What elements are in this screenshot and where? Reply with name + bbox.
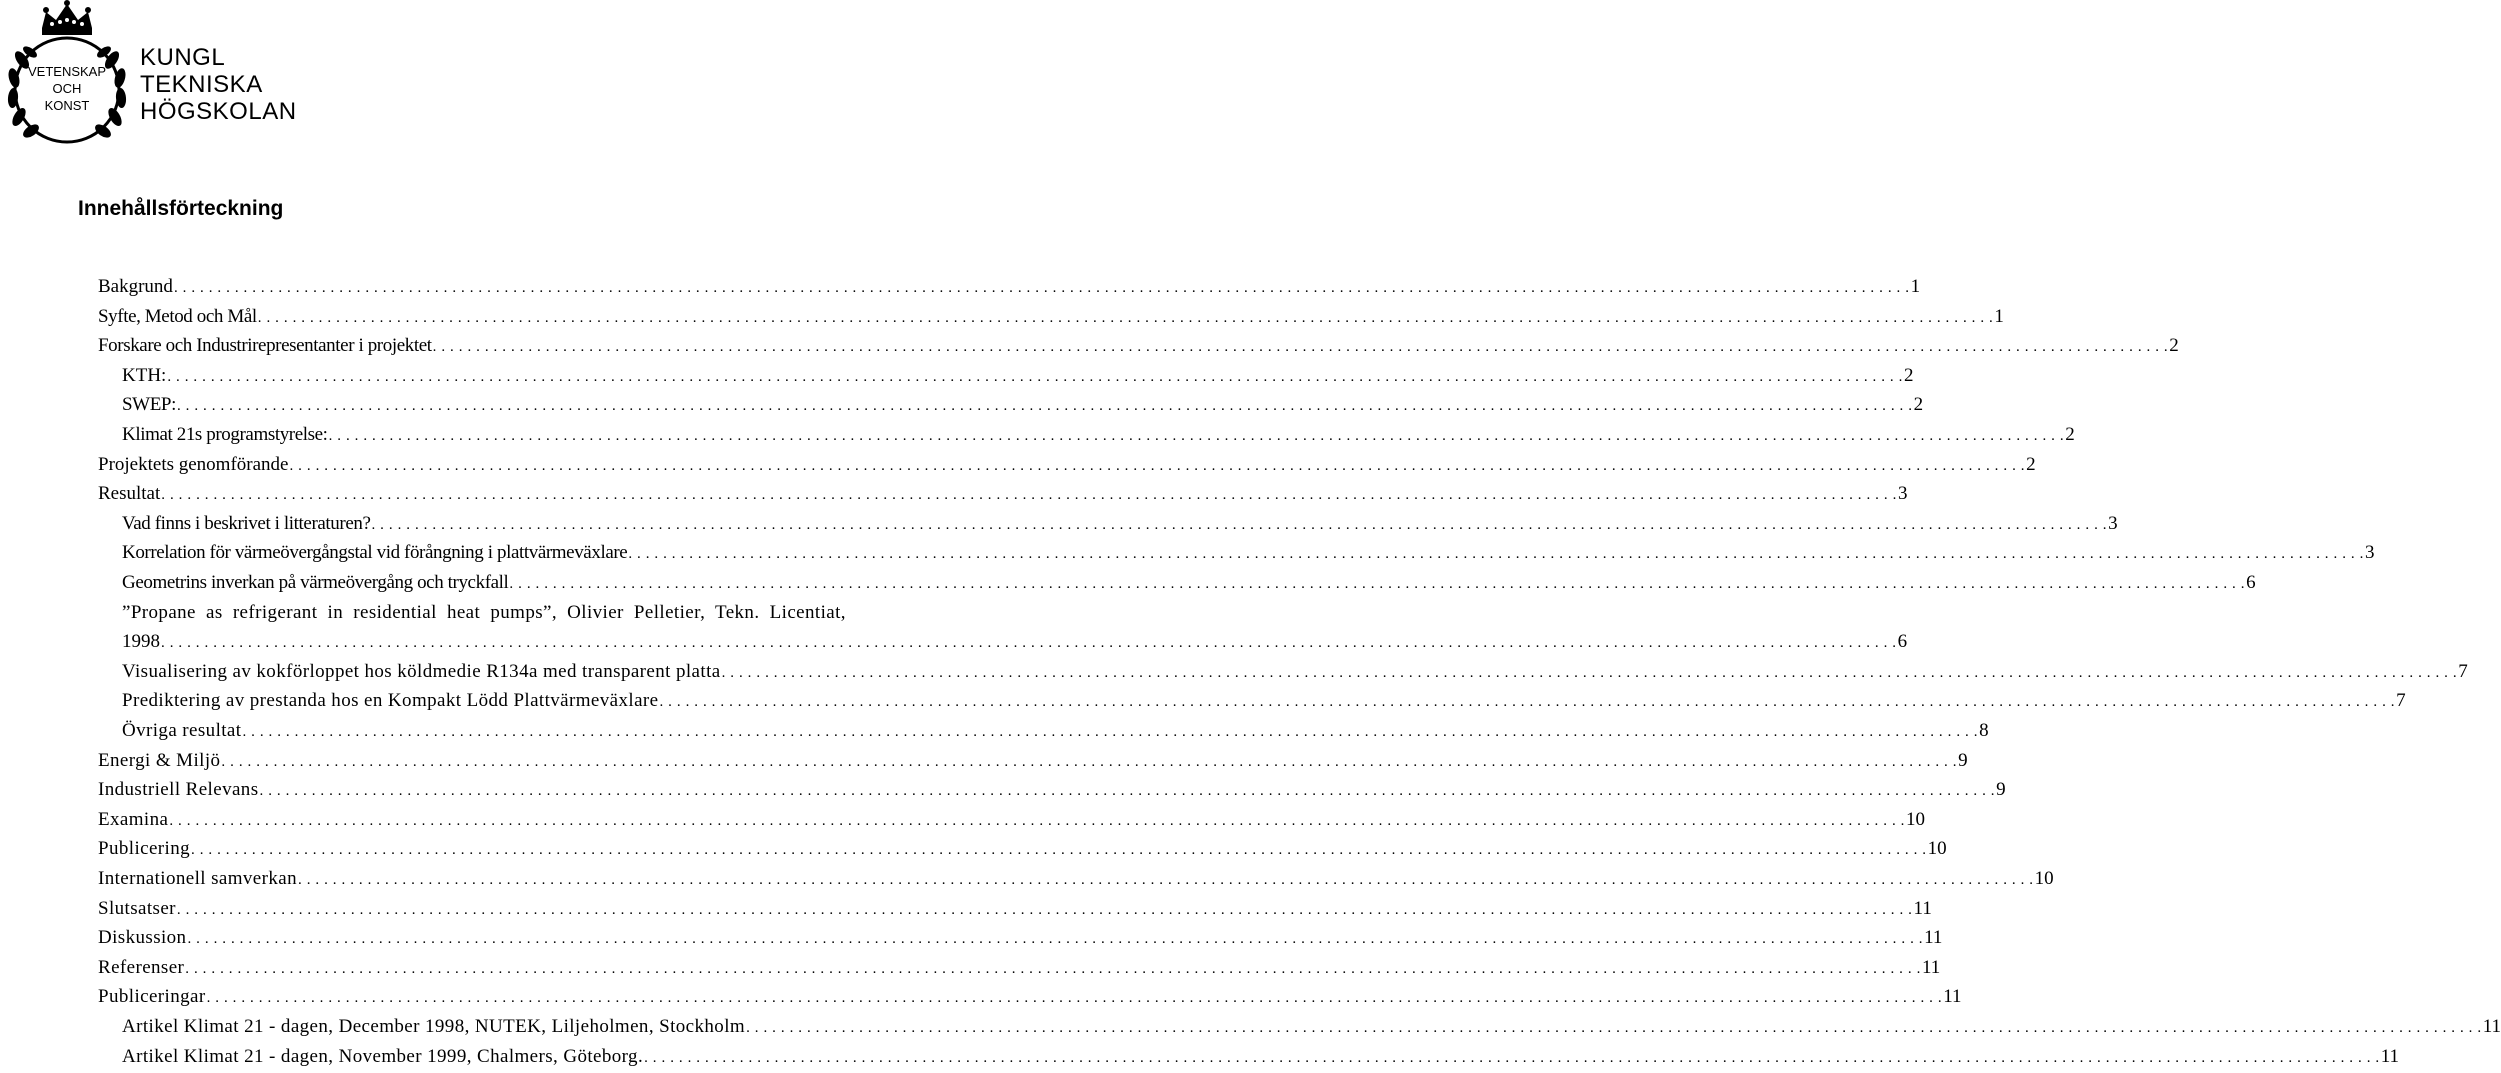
- toc-entry[interactable]: [0, 868, 2054, 895]
- toc-entry-label: Resultat: [98, 483, 161, 505]
- toc-page-number: 11: [1924, 927, 1943, 949]
- toc-leader-dots: . . . . . . . . . . . . . . . . . . . . . . . . . . . . . . . . . . . . . . . . . . . . . . . . . . . . . . . . . . . . . . . . . . . . . . . . . . . . . . . . . . . . . . . . . . . . . . . . . . . . . . . . . . . . . . . . . . . . . . . . . . . . . . . . . . . . . . . . . . . . . . . . . . . . . . . . . . . . . . . . . . . . . . . . . . . . . . . . . . . . . . . . . . . . . . . . . . . . . . . .: [259, 783, 1996, 800]
- toc-leader-dots: . . . . . . . . . . . . . . . . . . . . . . . . . . . . . . . . . . . . . . . . . . . . . . . . . . . . . . . . . . . . . . . . . . . . . . . . . . . . . . . . . . . . . . . . . . . . . . . . . . . . . . . . . . . . . . . . . . . . . . . . . . . . . . . . . . . . . . . . . . . . . . . . . . . . . . . . . . . . . . . . . . . . . . . . . . . . . . . . . . . . . . . . . . . . . . . . . . . . . . . .: [644, 1049, 2380, 1066]
- kth-logo: [0, 0, 300, 140]
- wordmark-line-3: HÖGSKOLAN: [140, 98, 297, 125]
- toc-leader-dots: . . . . . . . . . . . . . . . . . . . . . . . . . . . . . . . . . . . . . . . . . . . . . . . . . . . . . . . . . . . . . . . . . . . . . . . . . . . . . . . . . . . . . . . . . . . . . . . . . . . . . . . . . . . . . . . . . . . . . . . . . . . . . . . . . . . . . . . . . . . . . . . . . . . . . . . . . . . . . . . . . . . . . . . . . . . . . . . . . . . . . . . . . . . . . . . . . . . . . . . .: [176, 901, 1913, 918]
- toc-leader-dots: . . . . . . . . . . . . . . . . . . . . . . . . . . . . . . . . . . . . . . . . . . . . . . . . . . . . . . . . . . . . . . . . . . . . . . . . . . . . . . . . . . . . . . . . . . . . . . . . . . . . . . . . . . . . . . . . . . . . . . . . . . . . . . . . . . . . . . . . . . . . . . . . . . . . . . . . . . . . . . . . . . . . . . . . . . . . . . . . . . . . . . . . . . . . . . . . . . . . . . . .: [169, 812, 1905, 829]
- toc-entry-label: Bakgrund: [98, 276, 173, 297]
- toc-leader-dots: . . . . . . . . . . . . . . . . . . . . . . . . . . . . . . . . . . . . . . . . . . . . . . . . . . . . . . . . . . . . . . . . . . . . . . . . . . . . . . . . . . . . . . . . . . . . . . . . . . . . . . . . . . . . . . . . . . . . . . . . . . . . . . . . . . . . . . . . . . . . . . . . . . . . . . . . . . . . . . . . . . . . . . . . . . . . . . . . . . . . . . . . . . . . . . . . . . . . . . . .: [432, 339, 2169, 356]
- toc-leader-dots: . . . . . . . . . . . . . . . . . . . . . . . . . . . . . . . . . . . . . . . . . . . . . . . . . . . . . . . . . . . . . . . . . . . . . . . . . . . . . . . . . . . . . . . . . . . . . . . . . . . . . . . . . . . . . . . . . . . . . . . . . . . . . . . . . . . . . . . . . . . . . . . . . . . . . . . . . . . . . . . . . . . . . . . . . . . . . . . . . . . . . . . . . . . . . . . . . . . . . . . .: [328, 428, 2065, 444]
- toc-page-number: 10: [1927, 838, 1947, 860]
- toc-entry[interactable]: [0, 572, 2256, 599]
- toc-entry[interactable]: [0, 364, 1914, 392]
- toc-entry-label: Artikel Klimat 21 - dagen, November 1999, Chalmers, Göteborg.: [122, 1045, 644, 1067]
- toc-page-number: 11: [2482, 1016, 2501, 1037]
- toc-entry-label: Forskare och Industrirepresentanter i projektet: [98, 335, 432, 357]
- toc-entry[interactable]: [0, 424, 2075, 451]
- toc-page-number: 2: [2169, 335, 2179, 357]
- toc-entry[interactable]: [0, 394, 1924, 421]
- toc-entry[interactable]: [0, 720, 1989, 747]
- seal-text-line-2: OCH: [52, 81, 82, 96]
- toc-page-number: 10: [1906, 808, 1925, 830]
- toc-page-number: 11: [1913, 897, 1932, 919]
- toc-leader-dots: . . . . . . . . . . . . . . . . . . . . . . . . . . . . . . . . . . . . . . . . . . . . . . . . . . . . . . . . . . . . . . . . . . . . . . . . . . . . . . . . . . . . . . . . . . . . . . . . . . . . . . . . . . . . . . . . . . . . . . . . . . . . . . . . . . . . . . . . . . . . . . . . . . . . . . . . . . . . . . . . . . . . . . . . . . . . . . . . . . . . . . . . . . . . . . . . . . . . . . . .: [242, 724, 1979, 740]
- toc-leader-dots: . . . . . . . . . . . . . . . . . . . . . . . . . . . . . . . . . . . . . . . . . . . . . . . . . . . . . . . . . . . . . . . . . . . . . . . . . . . . . . . . . . . . . . . . . . . . . . . . . . . . . . . . . . . . . . . . . . . . . . . . . . . . . . . . . . . . . . . . . . . . . . . . . . . . . . . . . . . . . . . . . . . . . . . . . . . . . . . . . . . . . . . . . . . . . . . . . . . . . . . .: [173, 280, 1910, 296]
- toc-page-number: 11: [1943, 986, 1962, 1008]
- toc-entry-label: Geometrins inverkan på värmeövergång och tryckfall: [122, 572, 509, 593]
- toc-page-number: 7: [2396, 690, 2406, 712]
- toc-entry[interactable]: [0, 542, 2375, 569]
- toc-page-number: 6: [1897, 631, 1908, 653]
- toc-entry[interactable]: [0, 1045, 2400, 1073]
- toc-leader-dots: . . . . . . . . . . . . . . . . . . . . . . . . . . . . . . . . . . . . . . . . . . . . . . . . . . . . . . . . . . . . . . . . . . . . . . . . . . . . . . . . . . . . . . . . . . . . . . . . . . . . . . . . . . . . . . . . . . . . . . . . . . . . . . . . . . . . . . . . . . . . . . . . . . . . . . . . . . . . . . . . . . . . . . . . . . . . . . . . . . . . . . . . . . . . . . . . . . . . . . . .: [628, 546, 2364, 563]
- toc-entry-label: Artikel Klimat 21 - dagen, December 1998, NUTEK, Liljeholmen, Stockholm: [122, 1016, 746, 1037]
- toc-leader-dots: . . . . . . . . . . . . . . . . . . . . . . . . . . . . . . . . . . . . . . . . . . . . . . . . . . . . . . . . . . . . . . . . . . . . . . . . . . . . . . . . . . . . . . . . . . . . . . . . . . . . . . . . . . . . . . . . . . . . . . . . . . . . . . . . . . . . . . . . . . . . . . . . . . . . . . . . . . . . . . . . . . . . . . . . . . . . . . . . . . . . . . . . . . . . . . . . . . . . . . . .: [167, 368, 1903, 385]
- toc-entry[interactable]: [0, 483, 1908, 510]
- toc-leader-dots: . . . . . . . . . . . . . . . . . . . . . . . . . . . . . . . . . . . . . . . . . . . . . . . . . . . . . . . . . . . . . . . . . . . . . . . . . . . . . . . . . . . . . . . . . . . . . . . . . . . . . . . . . . . . . . . . . . . . . . . . . . . . . . . . . . . . . . . . . . . . . . . . . . . . . . . . . . . . . . . . . . . . . . . . . . . . . . . . . . . . . . . . . . . . . . . . . . . . . . . .: [289, 457, 2026, 474]
- toc-entry[interactable]: [0, 305, 2004, 333]
- toc-entry[interactable]: [0, 749, 1968, 777]
- toc-page-number: 2: [1913, 394, 1924, 416]
- kth-seal-icon: [0, 0, 135, 140]
- toc-leader-dots: . . . . . . . . . . . . . . . . . . . . . . . . . . . . . . . . . . . . . . . . . . . . . . . . . . . . . . . . . . . . . . . . . . . . . . . . . . . . . . . . . . . . . . . . . . . . . . . . . . . . . . . . . . . . . . . . . . . . . . . . . . . . . . . . . . . . . . . . . . . . . . . . . . . . . . . . . . . . . . . . . . . . . . . . . . . . . . . . . . . . . . . . . . . . . . . . . . . . . . . .: [509, 576, 2246, 592]
- toc-page-number: 3: [2364, 542, 2375, 564]
- toc-leader-dots: . . . . . . . . . . . . . . . . . . . . . . . . . . . . . . . . . . . . . . . . . . . . . . . . . . . . . . . . . . . . . . . . . . . . . . . . . . . . . . . . . . . . . . . . . . . . . . . . . . . . . . . . . . . . . . . . . . . . . . . . . . . . . . . . . . . . . . . . . . . . . . . . . . . . . . . . . . . . . . . . . . . . . . . . . . . . . . . . . . . . . . . . . . . . . . . . . . . . . . . .: [746, 1020, 2482, 1036]
- toc-entry[interactable]: [0, 779, 2006, 806]
- wordmark-line-2: TEKNISKA: [140, 71, 263, 98]
- kth-wordmark: [140, 44, 297, 125]
- toc-entry[interactable]: [0, 690, 2406, 717]
- toc-entry-label: ”Propane as refrigerant in residential heat pumps”, Olivier Pelletier, Tekn. Licentiat,: [122, 601, 846, 623]
- toc-entry-label: Examina: [98, 808, 169, 830]
- toc-entry-label: Industriell Relevans: [98, 779, 259, 801]
- toc-leader-dots: . . . . . . . . . . . . . . . . . . . . . . . . . . . . . . . . . . . . . . . . . . . . . . . . . . . . . . . . . . . . . . . . . . . . . . . . . . . . . . . . . . . . . . . . . . . . . . . . . . . . . . . . . . . . . . . . . . . . . . . . . . . . . . . . . . . . . . . . . . . . . . . . . . . . . . . . . . . . . . . . . . . . . . . . . . . . . . . . . . . . . . . . . . . . . . . . . . . . . . . .: [185, 960, 1921, 977]
- toc-leader-dots: . . . . . . . . . . . . . . . . . . . . . . . . . . . . . . . . . . . . . . . . . . . . . . . . . . . . . . . . . . . . . . . . . . . . . . . . . . . . . . . . . . . . . . . . . . . . . . . . . . . . . . . . . . . . . . . . . . . . . . . . . . . . . . . . . . . . . . . . . . . . . . . . . . . . . . . . . . . . . . . . . . . . . . . . . . . . . . . . . . . . . . . . . . . . . . . . . . . . . . . .: [176, 398, 1913, 415]
- toc-entry[interactable]: [0, 512, 2118, 540]
- toc-entry-label: Visualisering av kokförloppet hos köldmedie R134a med transparent platta: [122, 660, 721, 682]
- toc-entry-label: Övriga resultat: [122, 720, 242, 741]
- toc-leader-dots: . . . . . . . . . . . . . . . . . . . . . . . . . . . . . . . . . . . . . . . . . . . . . . . . . . . . . . . . . . . . . . . . . . . . . . . . . . . . . . . . . . . . . . . . . . . . . . . . . . . . . . . . . . . . . . . . . . . . . . . . . . . . . . . . . . . . . . . . . . . . . . . . . . . . . . . . . . . . . . . . . . . . . . . . . . . . . . . . . . . . . . . . . . . . . . . . . . . . . . . .: [221, 753, 1958, 770]
- toc-leader-dots: . . . . . . . . . . . . . . . . . . . . . . . . . . . . . . . . . . . . . . . . . . . . . . . . . . . . . . . . . . . . . . . . . . . . . . . . . . . . . . . . . . . . . . . . . . . . . . . . . . . . . . . . . . . . . . . . . . . . . . . . . . . . . . . . . . . . . . . . . . . . . . . . . . . . . . . . . . . . . . . . . . . . . . . . . . . . . . . . . . . . . . . . . . . . . . . . . . . . . . . .: [161, 635, 1897, 652]
- toc-entry[interactable]: [0, 1016, 2501, 1043]
- toc-page-number: 10: [2034, 868, 2054, 889]
- toc-entry-label: Slutsatser: [98, 897, 176, 919]
- toc-page-number: 8: [1979, 720, 1989, 741]
- toc-entry[interactable]: [0, 927, 1943, 954]
- wordmark-line-1: KUNGL: [140, 44, 226, 71]
- toc-entry[interactable]: [0, 808, 1925, 836]
- toc-entry-label: Internationell samverkan: [98, 868, 297, 889]
- page-title: Innehållsförteckning: [78, 197, 284, 220]
- toc-entry-label: Korrelation för värmeövergångstal vid förångning i plattvärmeväxlare: [122, 542, 628, 564]
- toc-page-number: 3: [2108, 512, 2118, 534]
- toc-entry[interactable]: [0, 453, 2036, 481]
- toc-entry-label: Vad finns i beskrivet i litteraturen?: [122, 512, 371, 534]
- toc-page-number: 9: [1958, 749, 1968, 771]
- toc-entry-label: Diskussion: [98, 927, 187, 949]
- toc-entry-label: SWEP:: [122, 394, 176, 416]
- toc-entry-label: 1998: [122, 631, 160, 653]
- toc-leader-dots: . . . . . . . . . . . . . . . . . . . . . . . . . . . . . . . . . . . . . . . . . . . . . . . . . . . . . . . . . . . . . . . . . . . . . . . . . . . . . . . . . . . . . . . . . . . . . . . . . . . . . . . . . . . . . . . . . . . . . . . . . . . . . . . . . . . . . . . . . . . . . . . . . . . . . . . . . . . . . . . . . . . . . . . . . . . . . . . . . . . . . . . . . . . . . . . . . . . . . . . .: [206, 990, 1943, 1007]
- toc-entry-label: Energi & Miljö: [98, 749, 221, 771]
- toc-leader-dots: . . . . . . . . . . . . . . . . . . . . . . . . . . . . . . . . . . . . . . . . . . . . . . . . . . . . . . . . . . . . . . . . . . . . . . . . . . . . . . . . . . . . . . . . . . . . . . . . . . . . . . . . . . . . . . . . . . . . . . . . . . . . . . . . . . . . . . . . . . . . . . . . . . . . . . . . . . . . . . . . . . . . . . . . . . . . . . . . . . . . . . . . . . . . . . . . . . . . . . . .: [298, 872, 2034, 888]
- toc-leader-dots: . . . . . . . . . . . . . . . . . . . . . . . . . . . . . . . . . . . . . . . . . . . . . . . . . . . . . . . . . . . . . . . . . . . . . . . . . . . . . . . . . . . . . . . . . . . . . . . . . . . . . . . . . . . . . . . . . . . . . . . . . . . . . . . . . . . . . . . . . . . . . . . . . . . . . . . . . . . . . . . . . . . . . . . . . . . . . . . . . . . . . . . . . . . . . . . . . . . . . . . .: [161, 487, 1897, 504]
- toc-entry-label: Klimat 21s programstyrelse:: [122, 424, 328, 445]
- toc-page-number: 3: [1897, 483, 1908, 505]
- toc-entry[interactable]: [0, 335, 2179, 362]
- toc-leader-dots: . . . . . . . . . . . . . . . . . . . . . . . . . . . . . . . . . . . . . . . . . . . . . . . . . . . . . . . . . . . . . . . . . . . . . . . . . . . . . . . . . . . . . . . . . . . . . . . . . . . . . . . . . . . . . . . . . . . . . . . . . . . . . . . . . . . . . . . . . . . . . . . . . . . . . . . . . . . . . . . . . . . . . . . . . . . . . . . . . . . . . . . . . . . . . . . . . . . . . . . .: [257, 309, 1994, 326]
- toc-page-number: 2: [2065, 424, 2075, 445]
- toc-page-number: 2: [1903, 364, 1914, 386]
- toc-page-number: 11: [2380, 1045, 2400, 1067]
- toc-entry-label: Referenser: [98, 956, 185, 978]
- toc-leader-dots: . . . . . . . . . . . . . . . . . . . . . . . . . . . . . . . . . . . . . . . . . . . . . . . . . . . . . . . . . . . . . . . . . . . . . . . . . . . . . . . . . . . . . . . . . . . . . . . . . . . . . . . . . . . . . . . . . . . . . . . . . . . . . . . . . . . . . . . . . . . . . . . . . . . . . . . . . . . . . . . . . . . . . . . . . . . . . . . . . . . . . . . . . . . . . . . . . . . . . . . .: [659, 694, 2396, 711]
- toc-page-number: 6: [2246, 572, 2256, 593]
- toc-entry-label: KTH:: [122, 364, 167, 386]
- toc-page-number: 1: [1994, 305, 2004, 327]
- toc-entry-label: Syfte, Metod och Mål: [98, 305, 257, 327]
- toc-entry-label: Publicering: [98, 838, 190, 860]
- toc-entry-label: Prediktering av prestanda hos en Kompakt Lödd Plattvärmeväxlare: [122, 690, 659, 712]
- toc-entry[interactable]: [0, 956, 1941, 984]
- toc-page-number: 1: [1910, 276, 1921, 297]
- toc-entry[interactable]: [0, 986, 1962, 1013]
- toc-entry-label: Publiceringar: [98, 986, 206, 1008]
- toc-entry[interactable]: [0, 838, 1947, 865]
- toc-page-number: 7: [2458, 660, 2468, 682]
- toc-page-number: 2: [2026, 453, 2036, 475]
- toc-leader-dots: . . . . . . . . . . . . . . . . . . . . . . . . . . . . . . . . . . . . . . . . . . . . . . . . . . . . . . . . . . . . . . . . . . . . . . . . . . . . . . . . . . . . . . . . . . . . . . . . . . . . . . . . . . . . . . . . . . . . . . . . . . . . . . . . . . . . . . . . . . . . . . . . . . . . . . . . . . . . . . . . . . . . . . . . . . . . . . . . . . . . . . . . . . . . . . . . . . . . . . . .: [187, 931, 1924, 948]
- toc-entry[interactable]: [0, 276, 1921, 303]
- toc-entry[interactable]: [0, 897, 1932, 925]
- seal-text-line-1: VETENSKAP: [27, 64, 107, 79]
- toc-page-number: 11: [1921, 956, 1941, 978]
- toc-entry[interactable]: [0, 660, 2468, 688]
- seal-text-line-3: KONST: [44, 98, 90, 113]
- toc-page-number: 9: [1996, 779, 2006, 801]
- toc-leader-dots: . . . . . . . . . . . . . . . . . . . . . . . . . . . . . . . . . . . . . . . . . . . . . . . . . . . . . . . . . . . . . . . . . . . . . . . . . . . . . . . . . . . . . . . . . . . . . . . . . . . . . . . . . . . . . . . . . . . . . . . . . . . . . . . . . . . . . . . . . . . . . . . . . . . . . . . . . . . . . . . . . . . . . . . . . . . . . . . . . . . . . . . . . . . . . . . . . . . . . . . .: [721, 664, 2458, 681]
- toc-leader-dots: . . . . . . . . . . . . . . . . . . . . . . . . . . . . . . . . . . . . . . . . . . . . . . . . . . . . . . . . . . . . . . . . . . . . . . . . . . . . . . . . . . . . . . . . . . . . . . . . . . . . . . . . . . . . . . . . . . . . . . . . . . . . . . . . . . . . . . . . . . . . . . . . . . . . . . . . . . . . . . . . . . . . . . . . . . . . . . . . . . . . . . . . . . . . . . . . . . . . . . . .: [191, 842, 1927, 859]
- toc-leader-dots: . . . . . . . . . . . . . . . . . . . . . . . . . . . . . . . . . . . . . . . . . . . . . . . . . . . . . . . . . . . . . . . . . . . . . . . . . . . . . . . . . . . . . . . . . . . . . . . . . . . . . . . . . . . . . . . . . . . . . . . . . . . . . . . . . . . . . . . . . . . . . . . . . . . . . . . . . . . . . . . . . . . . . . . . . . . . . . . . . . . . . . . . . . . . . . . . . . . . . . . .: [371, 516, 2108, 533]
- toc-entry[interactable]: [0, 631, 1908, 658]
- toc-entry-heading[interactable]: [0, 602, 960, 629]
- toc-entry-label: Projektets genomförande: [98, 453, 289, 475]
